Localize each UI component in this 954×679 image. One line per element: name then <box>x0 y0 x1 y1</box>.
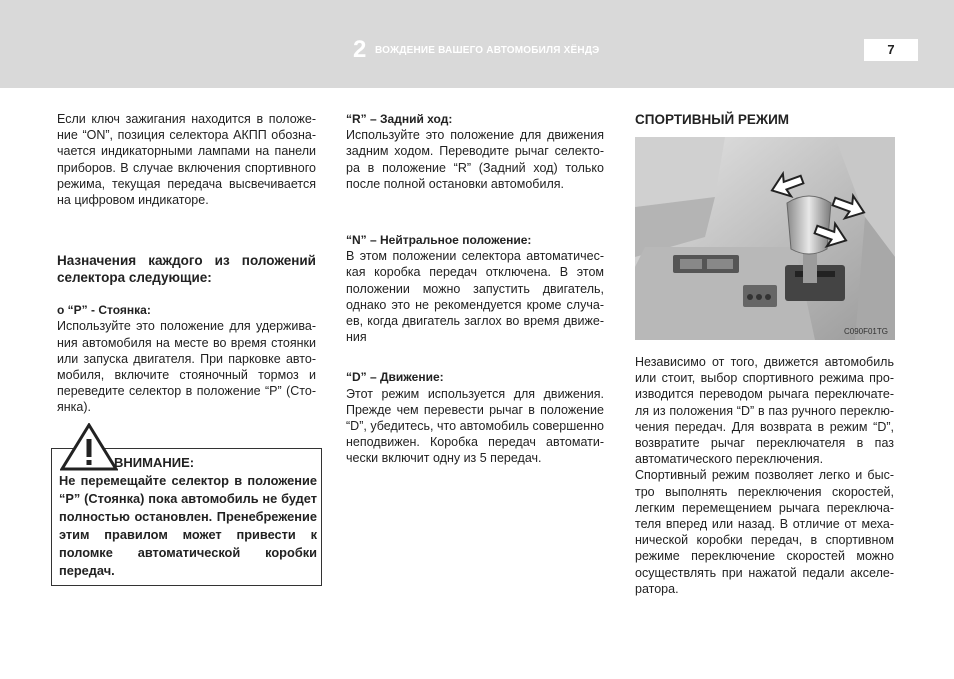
page-number: 7 <box>864 39 918 61</box>
sport-mode-paragraph-1: Независимо от того, движется автомобиль или стоит, выбор спортивного режима производится переводом рычага переключателя из положения “D” в паз ручного переключения передач. Для возврата в режим “D”, возвратите рычаг переключателя в паз автоматического переключения. <box>635 355 894 467</box>
photo-code: C090F01TG <box>843 327 888 336</box>
chapter-title: ВОЖДЕНИЕ ВАШЕГО АВТОМОБИЛЯ ХЁНДЭ <box>375 45 600 56</box>
warning-triangle-icon <box>60 423 118 471</box>
sport-mode-heading: СПОРТИВНЫЙ РЕЖИМ <box>635 112 790 127</box>
reverse-text: Используйте это положение для движения задним ходом. Переводите рычаг селектора в положение “R” (Задний ход) только после полной остановки автомобиля. <box>346 128 604 191</box>
gear-selector-photo <box>635 137 895 340</box>
chapter-number: 2 <box>353 36 367 63</box>
drive-text: Этот режим используется для движения. Прежде чем перевести рычаг в положение “D”, убедитесь, что автомобиль совершенно неподвижен. Коробка передач автоматически включит одну из 5 передач. <box>346 386 604 466</box>
column-left <box>57 111 316 416</box>
park-text: Используйте это положение для удерживания автомобиля на месте во время стоянки или запуска двигателя. При парковке автомобиля, включите стояночный тормоз и переведите селектор в положение “P” (Стоянка). <box>57 319 316 415</box>
neutral-text: В этом положении селектора автоматическая коробка передач отключена. В этом положении можно запустить двигатель, однако это не рекомендуется кроме случаев, когда двигатель заглох во время движения <box>346 249 604 345</box>
warning-text: Не перемещайте селектор в положение “P” (Стоянка) пока автомобиль не будет полностью остановлен. Пренебрежение этим правилом может привести к поломке автоматической коробки передач. <box>59 473 317 578</box>
page-header <box>0 0 954 88</box>
column-middle <box>346 111 604 467</box>
warning-box <box>51 448 322 586</box>
drive-heading: “D” – Движение: <box>346 370 444 385</box>
positions-heading: Назначения каждого из положений селектора следующие: <box>57 253 316 286</box>
park-heading: о “P” - Стоянка: <box>57 303 151 318</box>
reverse-heading: “R” – Задний ход: <box>346 112 453 126</box>
neutral-heading: “N” – Нейтральное положение: <box>346 233 532 248</box>
gear-selector-illustration <box>635 137 895 340</box>
sport-mode-paragraph-2: Спортивный режим позволяет легко и быстро выполнять переключения скоростей, легким перемещением рычага переключателя вперед или назад. В отличие от механической коробки передач, в спортивном режиме переключение скоростей можно осуществлять при нажатой педали акселератора. <box>635 468 894 596</box>
warning-title: ВНИМАНИЕ: <box>114 455 195 470</box>
intro-paragraph: Если ключ зажигания находится в положение “ON”, позиция селектора АКПП обозначается индикаторными лампами на панели приборов. В случае включения спортивного режима, текущая передача высвечивается на цифровом индикаторе. <box>57 112 316 208</box>
